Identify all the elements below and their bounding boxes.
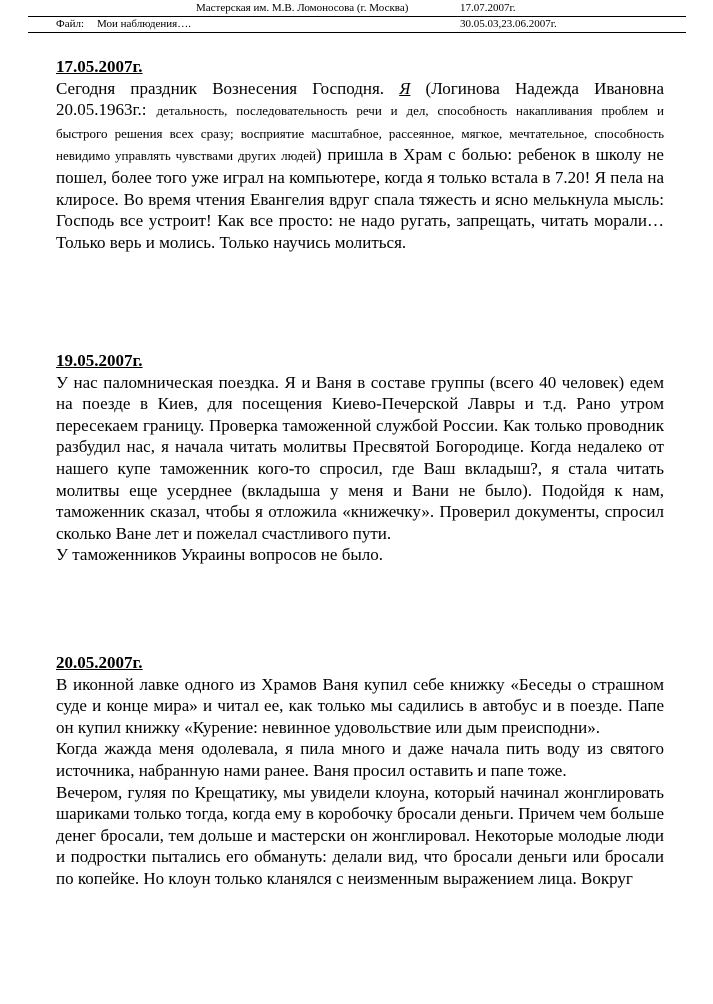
entry-date: 17.05.2007г. — [56, 57, 143, 76]
file-label: Файл: — [56, 18, 85, 30]
header-organization: Мастерская им. М.В. Ломоносова (г. Москва) — [196, 2, 409, 14]
entry-paragraph: В иконной лавке одного из Храмов Ваня купил себе книжку «Беседы о страшном суде и конце мира» и читал ее, как только мы садились в автобус и в поезде. Папе он купил книжку «Курение: невинное удовольствие или дым преисподни». — [56, 674, 664, 737]
entry-date: 20.05.2007г. — [56, 653, 143, 672]
entry-emphasis: Я — [399, 78, 411, 98]
entry-text: Сегодня праздник Вознесения Господня. — [56, 78, 400, 98]
header-divider-bottom — [28, 32, 686, 33]
diary-entry — [56, 652, 664, 890]
entry-paragraph: У таможенников Украины вопросов не было. — [56, 545, 384, 565]
diary-entry — [56, 350, 664, 566]
header-divider-top — [28, 16, 686, 17]
entry-paragraph: У нас паломническая поездка. Я и Ваня в составе группы (всего 40 человек) едем на поезде в Киев, для посещения Киево-Печерской Лавры и т.д. Рано утром пересекаем границу. Проверка таможенной службой России. Как только проводник разбудил нас, я начала читать молитвы Пресвятой Богородице. Когда недалеко от нашего купе таможенник кого-то спросил, где Ваш вкладыш?, я стала читать молитвы еще усерднее (вкладыша у меня и Вани не было). Подойдя к нам, таможенник сказал, чтобы я отложила «книжечку». Проверил документы, спросил сколько Ване лет и пожелал счастливого пути. — [56, 372, 664, 543]
entry-paragraph: Вечером, гуляя по Крещатику, мы увидели клоуна, который начинал жонглировать шариками только тогда, когда ему в коробочку бросали деньги. Причем чем больше денег бросали, тем дольше и мастерски он жонглировал. Некоторые молодые люди и подростки пытались его обмануть: делали вид, что бросали деньги или бросали по копейке. Но клоун только кланялся с неизменным выражением лица. Вокруг — [56, 782, 664, 888]
entry-text: (Логинова Надежда Ивановна 20.05.1963г.: — [56, 78, 664, 120]
entry-paragraph: Когда жажда меня одолевала, я пила много и даже начала пить воду из святого источника, набранную нами ранее. Ваня просил оставить и папе тоже. — [56, 739, 664, 780]
file-name: Мои наблюдения…. — [97, 18, 191, 30]
entry-paragraph — [56, 78, 664, 254]
entry-text: ) пришла в Храм с болью: ребенок в школу не пошел, более того уже играл на компьютере, когда я только встала в 7.20! Я пела на клиросе. Во время чтения Евангелия вдруг спала тяжесть и ясно мелькнула мысль: Господь все устроит! Как все просто: не надо ругать, запрещать, читать морали… Только верь и молись. Только научись молиться. — [56, 145, 664, 252]
entry-small-text: детальность, последовательность речи и дел, способность накапливания проблем и быстрого решения всех сразу; восприятие масштабное, рассеянное, мягкое, мечтательное, способность невидимо управлять чувствами других людей — [56, 103, 664, 164]
entry-date: 19.05.2007г. — [56, 351, 143, 370]
header-print-date: 17.07.2007г. — [460, 2, 516, 14]
file-dates: 30.05.03,23.06.2007г. — [460, 18, 557, 30]
diary-entry — [56, 56, 664, 253]
